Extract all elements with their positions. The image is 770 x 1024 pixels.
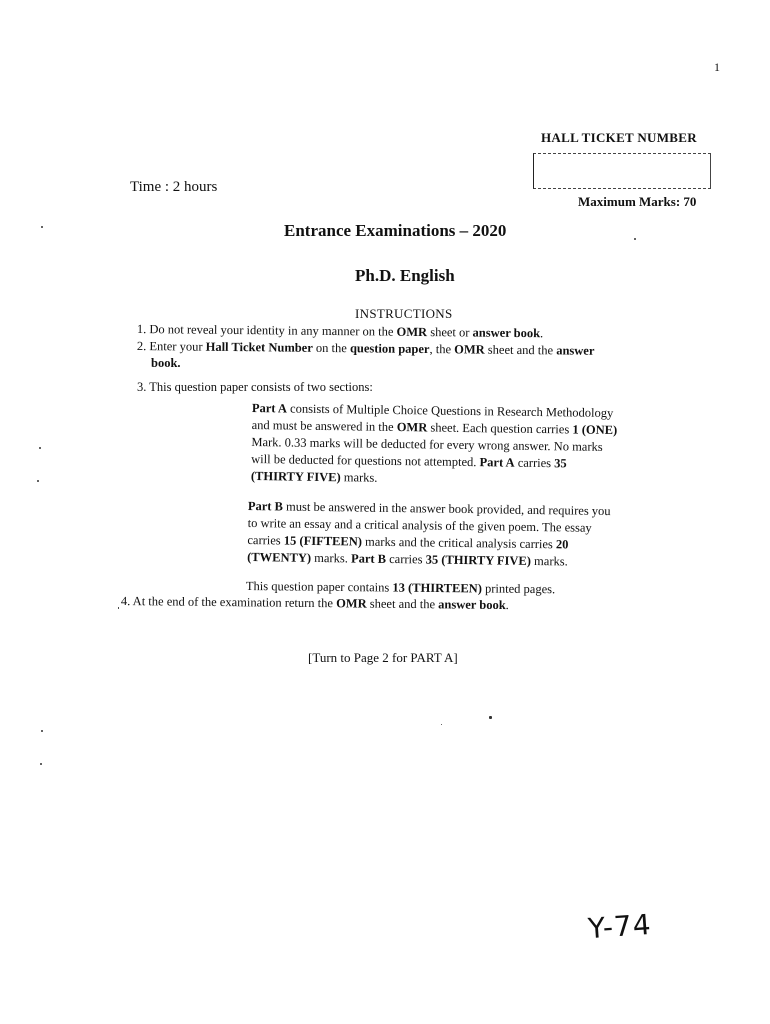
max-marks: Maximum Marks: 70 <box>578 194 697 209</box>
hall-ticket-label: HALL TICKET NUMBER <box>541 130 697 145</box>
page-number: 1 <box>714 60 720 74</box>
hall-ticket-box <box>533 153 711 189</box>
page-count-note: This question paper contains 13 (THIRTEEN) printed pages. <box>245 578 556 597</box>
scan-speck <box>41 226 43 228</box>
scan-speck <box>39 447 41 449</box>
scan-speck <box>40 763 42 765</box>
scan-speck <box>634 238 636 240</box>
scan-speck <box>37 480 39 482</box>
instructions-heading: INSTRUCTIONS <box>355 306 453 321</box>
scan-speck <box>41 730 43 732</box>
scan-speck <box>441 724 442 725</box>
turn-page-note: [Turn to Page 2 for PART A] <box>308 650 458 665</box>
part-a-description: Part A consists of Multiple Choice Questions in Research Methodology and must be answered in the OMR sheet. Each question carries 1 (ONE) Mark. 0.33 marks will be deducted for every wrong answer. No marks will be deducted for questions not attempted. Part A carries 35 (THIRTY FIVE) marks. <box>250 400 618 485</box>
course-title: Ph.D. English <box>355 266 455 285</box>
part-b-description: Part B must be answered in the answer book provided, and requires you to write an essay and a critical analysis of the given poem. The essay carries 15 (FIFTEEN) marks and the critical analysis carries 20 (TWENTY) marks. Part B carries 35 (THIRTY FIVE) marks. <box>247 498 611 569</box>
instruction-2-continued: book. <box>151 356 181 370</box>
instruction-4: 4. At the end of the examination return the OMR sheet and the answer book. <box>120 593 509 613</box>
exam-title: Entrance Examinations – 2020 <box>284 221 507 240</box>
scan-speck <box>118 607 119 609</box>
handwritten-code: Y-74 <box>586 907 653 946</box>
scan-speck <box>489 716 492 719</box>
instruction-3: 3. This question paper consists of two sections: <box>137 380 373 394</box>
time-label: Time : 2 hours <box>130 179 218 195</box>
instruction-1: 1. Do not reveal your identity in any manner on the OMR sheet or answer book. <box>136 321 544 341</box>
instruction-2: 2. Enter your Hall Ticket Number on the question paper, the OMR sheet and the answer <box>136 338 595 358</box>
